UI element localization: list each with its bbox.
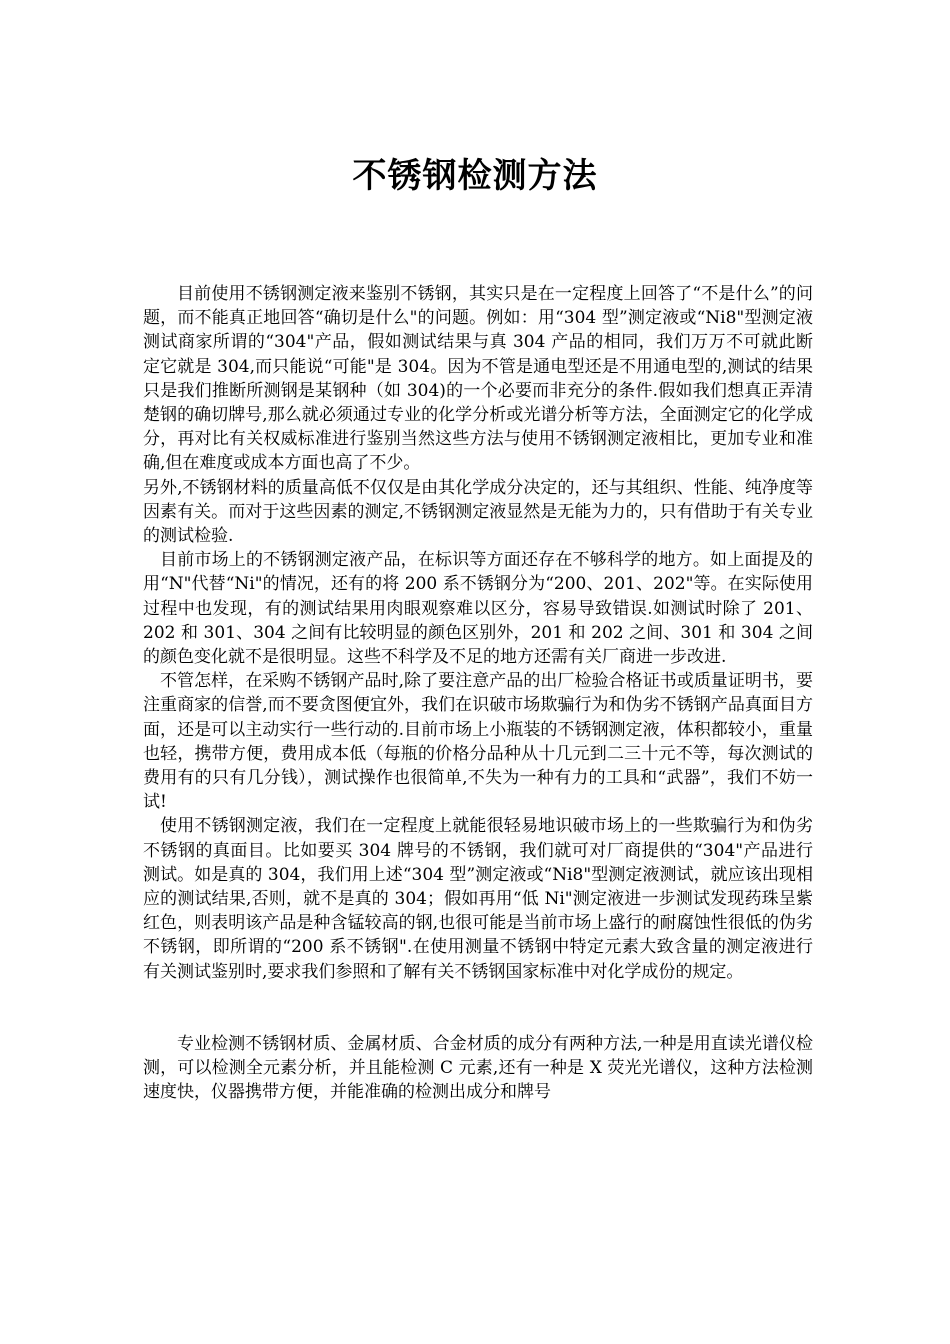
paragraph-3: 目前市场上的不锈钢测定液产品，在标识等方面还存在不够科学的地方。如上面提及的用“N"代替“Ni"的情况，还有的将 200 系不锈钢分为“200、201、202"等。在实际使用过程中也发现，有的测试结果用肉眼观察难以区分，容易导致错误.如测试时除了 201、202 和 301、304 之间有比较明显的颜色区别外，201 和 202 之间、301 和 304 之间的颜色变化就不是很明显。这些不科学及不足的地方还需有关厂商进一步改进.: [143, 550, 813, 668]
paragraph-spacer: [143, 984, 813, 1032]
paragraph-1: 目前使用不锈钢测定液来鉴别不锈钢，其实只是在一定程度上回答了“不是什么”的问题，而不能真正地回答“确切是什么"的问题。例如：用“304 型”测定液或“Ni8"型测定液测试商家所谓的“304"产品，假如测试结果与真 304 产品的相同，我们万万不可就此断定它就是 304,而只能说“可能"是 304。因为不管是通电型还是不用通电型的,测试的结果只是我们推断所测钢是某钢种（如 304)的一个必要而非充分的条件.假如我们想真正弄清楚钢的确切牌号,那么就必须通过专业的化学分析或光谱分析等方法，全面测定它的化学成分，再对比有关权威标准进行鉴别当然这些方法与使用不锈钢测定液相比，更加专业和准确,但在难度或成本方面也高了不少。: [143, 284, 813, 474]
paragraph-5: 使用不锈钢测定液，我们在一定程度上就能很轻易地识破市场上的一些欺骗行为和伪劣不锈钢的真面目。比如要买 304 牌号的不锈钢，我们就可对厂商提供的“304"产品进行测试。如是真的 304，我们用上述“304 型”测定液或“Ni8"型测定液测试，就应该出现相应的测试结果,否则，就不是真的 304；假如再用“低 Ni"测定液进一步测试发现药珠呈紫红色，则表明该产品是种含锰较高的钢,也很可能是当前市场上盛行的耐腐蚀性很低的伪劣不锈钢，即所谓的“200 系不锈钢".在使用测量不锈钢中特定元素大致含量的测定液进行有关测试鉴别时,要求我们参照和了解有关不锈钢国家标准中对化学成份的规定。: [143, 816, 813, 982]
paragraph-4: 不管怎样，在采购不锈钢产品时,除了要注意产品的出厂检验合格证书或质量证明书，要注重商家的信誉,而不要贪图便宜外，我们在识破市场欺骗行为和伪劣不锈钢产品真面目方面，还是可以主动实行一些行动的.目前市场上小瓶装的不锈钢测定液，体积都较小，重量也轻，携带方便，费用成本低（每瓶的价格分品种从十几元到二三十元不等，每次测试的费用有的只有几分钱），测试操作也很简单,不失为一种有力的工具和“武器”，我们不妨一试!: [143, 671, 813, 813]
paragraph-6: 专业检测不锈钢材质、金属材质、合金材质的成分有两种方法,一种是用直读光谱仪检测，可以检测全元素分析，并且能检测 C 元素,还有一种是 X 荧光光谱仪，这种方法检测速度快，仪器携带方便，并能准确的检测出成分和牌号: [143, 1033, 813, 1103]
document-title: 不锈钢检测方法: [352, 156, 598, 196]
document-body: [143, 282, 813, 1105]
paragraph-2: 另外,不锈钢材料的质量高低不仅仅是由其化学成分决定的，还与其组织、性能、纯净度等因素有关。而对于这些因素的测定,不锈钢测定液显然是无能为力的，只有借助于有关专业的测试检验.: [143, 477, 813, 547]
